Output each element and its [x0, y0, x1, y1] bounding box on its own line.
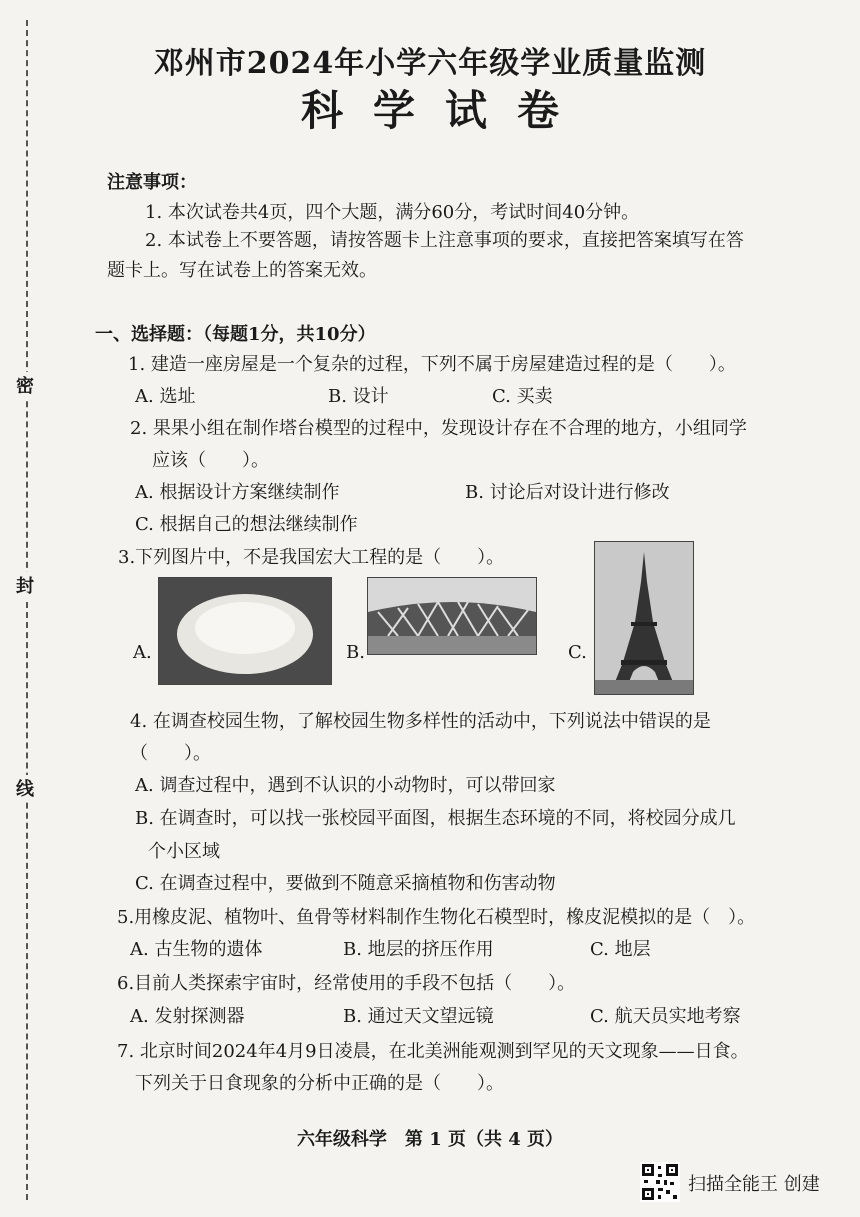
q5-option-c: C. 地层: [590, 939, 651, 960]
qr-code-icon: [640, 1162, 680, 1202]
seal-mark-feng: 封: [12, 572, 38, 598]
seal-mark-mi: 密: [12, 372, 38, 398]
q6-option-b: B. 通过天文望远镜: [343, 1006, 494, 1027]
q6-stem: 6.目前人类探索宇宙时，经常使用的手段不包括（ ）。: [117, 973, 576, 994]
q5-option-a: A. 古生物的遗体: [130, 939, 263, 960]
q3-stem: 3.下列图片中，不是我国宏大工程的是（ ）。: [118, 547, 505, 568]
q3-image-a-national-grand-theater: [158, 577, 332, 685]
section-heading: 一、选择题：（每题1分，共10分）: [95, 324, 376, 345]
q4-stem: 4. 在调查校园生物，了解校园生物多样性的活动中，下列说法中错误的是: [130, 711, 711, 732]
q3-image-b-birds-nest-stadium: [367, 577, 537, 655]
q3-option-b-label: B.: [346, 642, 365, 663]
q1-option-c: C. 买卖: [492, 386, 553, 407]
q6-option-a: A. 发射探测器: [130, 1006, 245, 1027]
q2-option-b: B. 讨论后对设计进行修改: [465, 482, 670, 503]
scanner-watermark: 扫描全能王 创建: [688, 1174, 820, 1195]
notes-item-1: 1. 本次试卷共4页，四个大题，满分60分，考试时间40分钟。: [145, 202, 640, 223]
notes-heading: 注意事项：: [107, 172, 197, 193]
q5-option-b: B. 地层的挤压作用: [343, 939, 494, 960]
q6-option-c: C. 航天员实地考察: [590, 1006, 741, 1027]
notes-item-2-cont: 题卡上。写在试卷上的答案无效。: [107, 260, 377, 281]
q3-image-c-eiffel-tower: [594, 541, 694, 695]
q4-option-c: C. 在调查过程中，要做到不随意采摘植物和伤害动物: [135, 873, 556, 894]
q4-option-b: B. 在调查时，可以找一张校园平面图，根据生态环境的不同，将校园分成几: [135, 808, 736, 829]
q2-stem: 2. 果果小组在制作塔台模型的过程中，发现设计存在不合理的地方，小组同学: [130, 418, 747, 439]
seal-mark-xian: 线: [12, 775, 38, 801]
q4-option-a: A. 调查过程中，遇到不认识的小动物时，可以带回家: [135, 775, 556, 796]
exam-title: 邓州市2024年小学六年级学业质量监测: [153, 46, 707, 81]
notes-item-2: 2. 本试卷上不要答题，请按答题卡上注意事项的要求，直接把答案填写在答: [145, 230, 744, 251]
q1-stem: 1. 建造一座房屋是一个复杂的过程，下列不属于房屋建造过程的是（ ）。: [128, 354, 736, 375]
binding-margin-line: [26, 20, 28, 1200]
q2-stem-cont: 应该（ ）。: [152, 450, 269, 471]
q3-option-a-label: A.: [133, 642, 152, 663]
page-footer: 六年级科学 第 1 页（共 4 页）: [296, 1129, 564, 1150]
q2-option-a: A. 根据设计方案继续制作: [135, 482, 340, 503]
q5-stem: 5.用橡皮泥、植物叶、鱼骨等材料制作生物化石模型时，橡皮泥模拟的是（ ）。: [117, 907, 756, 928]
q4-option-b-cont: 个小区域: [148, 841, 220, 862]
exam-subtitle: 科学试卷: [300, 86, 589, 135]
q1-option-b: B. 设计: [328, 386, 389, 407]
q2-option-c: C. 根据自己的想法继续制作: [135, 514, 358, 535]
q3-option-c-label: C.: [568, 642, 587, 663]
q4-stem-cont: （ ）。: [130, 743, 211, 764]
q1-option-a: A. 选址: [135, 386, 196, 407]
q7-stem-cont: 下列关于日食现象的分析中正确的是（ ）。: [135, 1073, 504, 1094]
q7-stem: 7. 北京时间2024年4月9日凌晨，在北美洲能观测到罕见的天文现象——日食。: [117, 1041, 749, 1062]
